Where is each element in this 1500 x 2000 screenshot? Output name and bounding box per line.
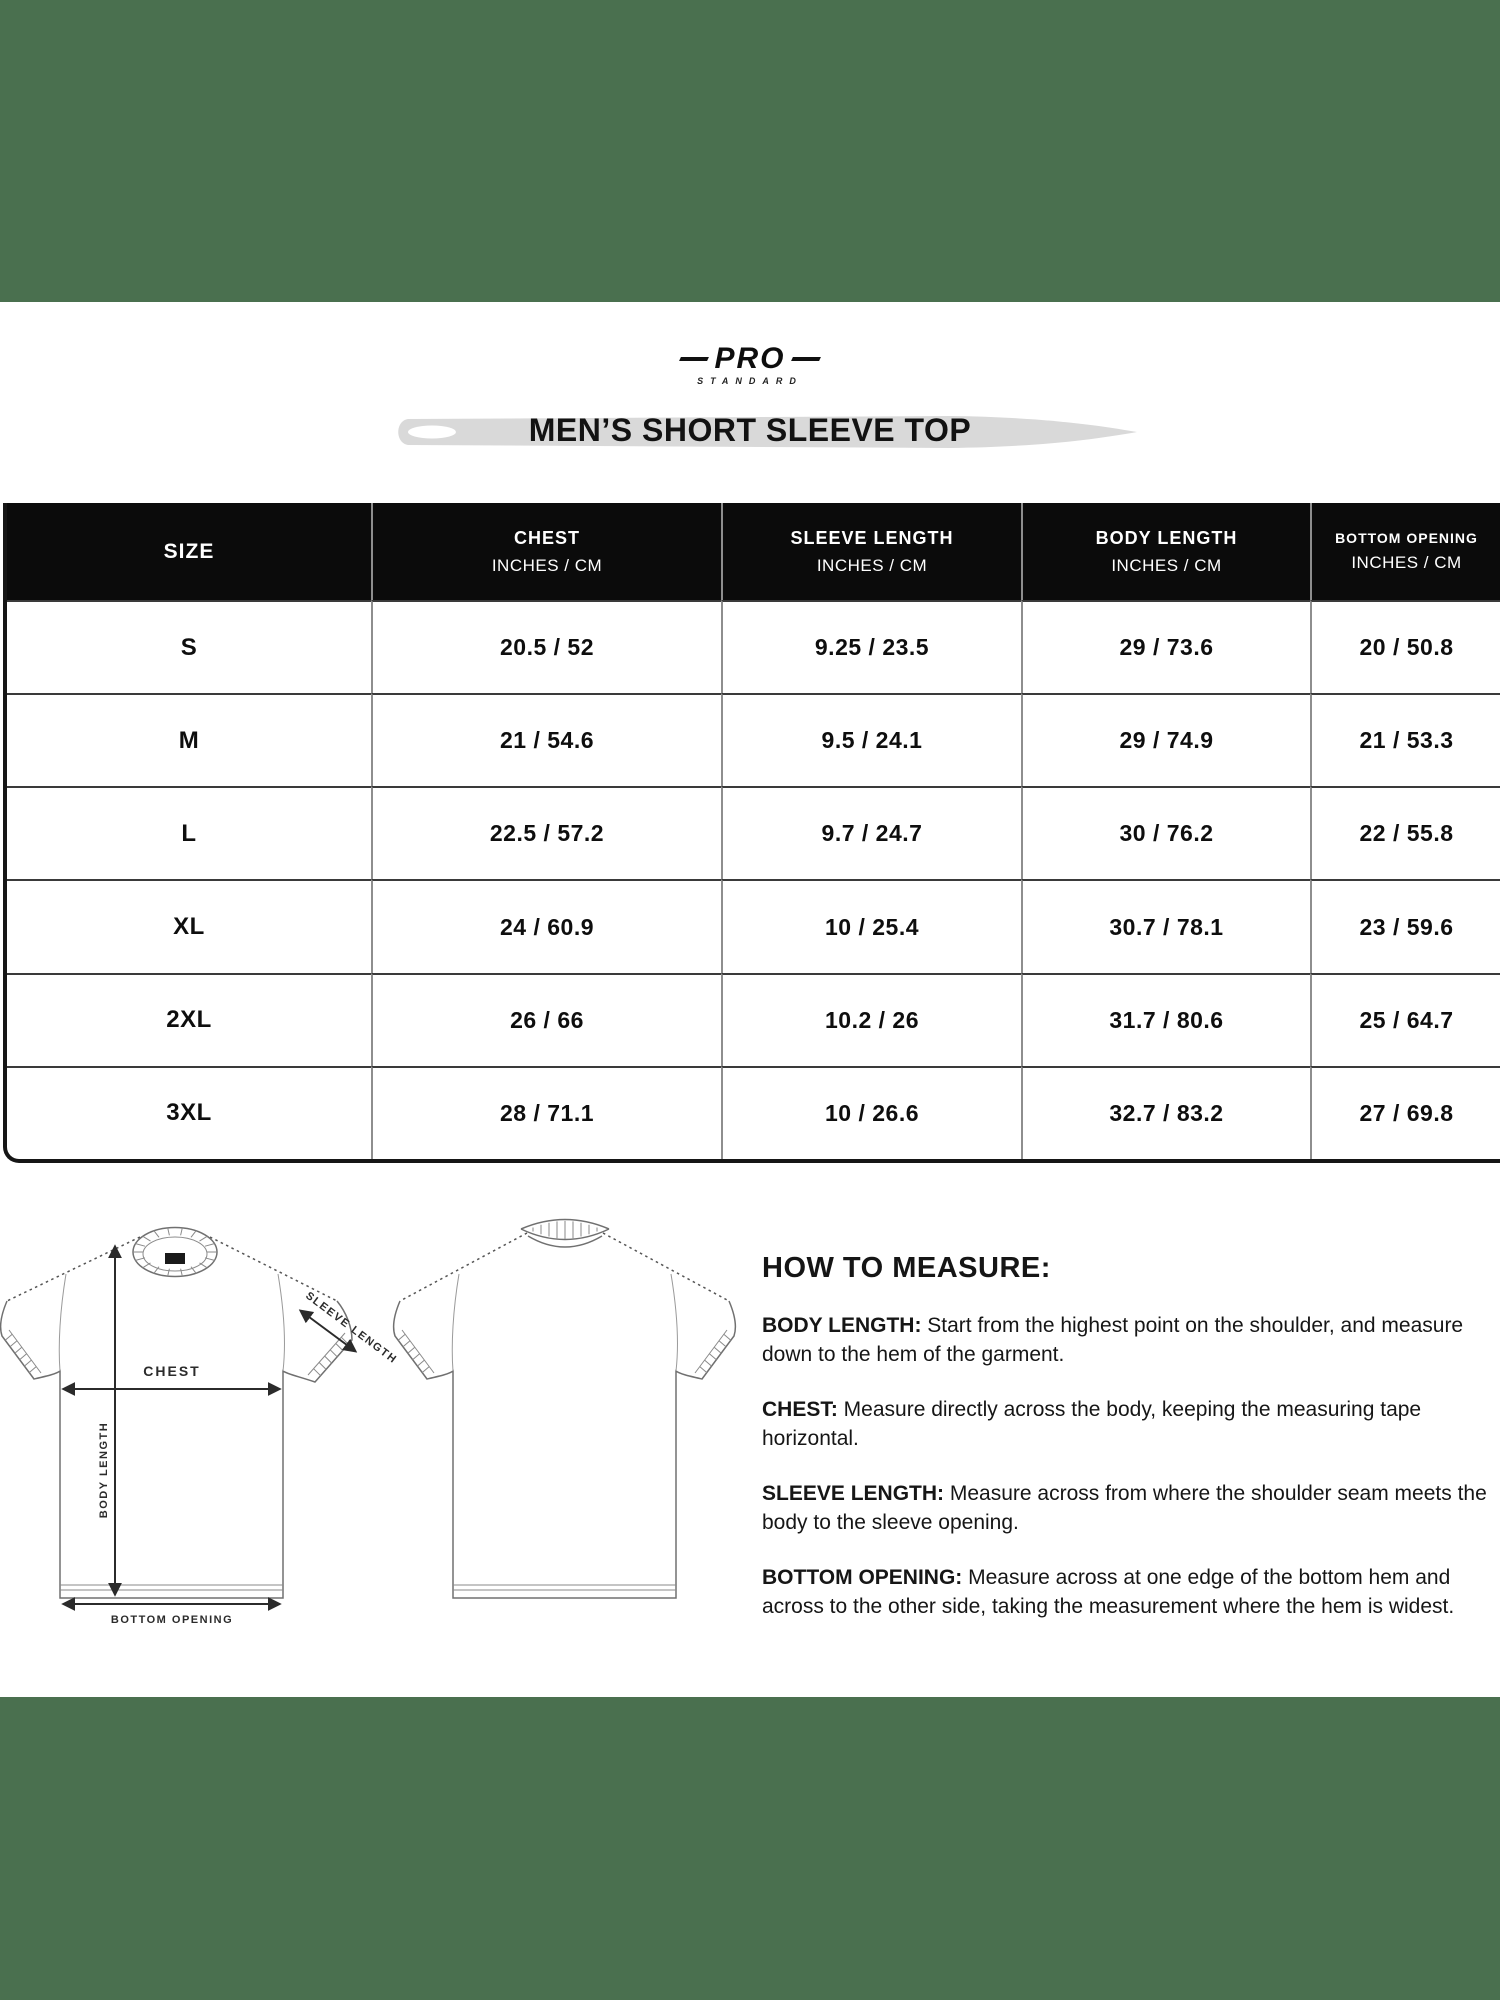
header-sublabel: INCHES / CM <box>491 555 603 575</box>
measure-term: SLEEVE LENGTH: <box>762 1482 945 1505</box>
bottom-opening-diagram-label: BOTTOM OPENING <box>110 1614 234 1626</box>
size-table-wrap <box>3 503 1500 1163</box>
value-cell: 10 / 25.4 <box>721 879 1021 972</box>
size-cell: XL <box>7 879 371 972</box>
measure-term: BOTTOM OPENING: <box>762 1566 963 1589</box>
header-cell <box>7 503 371 600</box>
size-cell: S <box>7 600 371 693</box>
value-cell: 24 / 60.9 <box>371 879 721 972</box>
sleeve-length-diagram-label: SLEEVE LENGTH <box>303 1289 400 1367</box>
value-cell: 23 / 59.6 <box>1310 879 1500 972</box>
value-cell: 9.5 / 24.1 <box>721 693 1021 786</box>
back-shirt-outline <box>394 1220 736 1599</box>
value-cell: 9.7 / 24.7 <box>721 786 1021 879</box>
how-to-measure-heading: HOW TO MEASURE: <box>762 1252 1051 1284</box>
header-label: SLEEVE LENGTH <box>790 527 954 548</box>
front-shirt-outline <box>1 1228 352 1599</box>
measure-text: Measure across at one edge of the bottom hem and across to the other side, taking the measurement where the hem is widest. <box>762 1566 1455 1618</box>
size-table <box>7 503 1500 1159</box>
neck-label <box>165 1253 185 1264</box>
value-cell: 22.5 / 57.2 <box>371 786 721 879</box>
size-cell: M <box>7 693 371 786</box>
bottom-green-band <box>0 1697 1500 2000</box>
measure-term: BODY LENGTH: <box>762 1314 922 1337</box>
chest-diagram-label: CHEST <box>143 1363 201 1379</box>
header-cell <box>1021 503 1310 600</box>
how-to-measure-section <box>762 1252 1496 1647</box>
header-label: CHEST <box>513 527 580 548</box>
brand-subname: STANDARD <box>697 376 803 386</box>
size-cell: 3XL <box>7 1066 371 1159</box>
value-cell: 20 / 50.8 <box>1310 600 1500 693</box>
value-cell: 20.5 / 52 <box>371 600 721 693</box>
value-cell: 30.7 / 78.1 <box>1021 879 1310 972</box>
header-sublabel: INCHES / CM <box>1351 553 1462 572</box>
header-label: BODY LENGTH <box>1095 527 1238 548</box>
logo-speed-line-right <box>791 357 821 361</box>
top-green-band <box>0 0 1500 302</box>
value-cell: 10 / 26.6 <box>721 1066 1021 1159</box>
value-cell: 29 / 74.9 <box>1021 693 1310 786</box>
value-cell: 27 / 69.8 <box>1310 1066 1500 1159</box>
tshirt-diagram <box>0 1190 780 1665</box>
size-cell: L <box>7 786 371 879</box>
value-cell: 26 / 66 <box>371 973 721 1066</box>
size-cell: 2XL <box>7 973 371 1066</box>
measure-item-sleeve-length <box>762 1479 1496 1537</box>
value-cell: 30 / 76.2 <box>1021 786 1310 879</box>
header-cell <box>721 503 1021 600</box>
header-cell <box>1310 503 1500 600</box>
value-cell: 10.2 / 26 <box>721 973 1021 1066</box>
value-cell: 29 / 73.6 <box>1021 600 1310 693</box>
measure-item-chest <box>762 1395 1496 1453</box>
header-sublabel: INCHES / CM <box>1111 555 1222 575</box>
header-cell <box>371 503 721 600</box>
measure-item-body-length <box>762 1311 1496 1369</box>
value-cell: 21 / 53.3 <box>1310 693 1500 786</box>
body-length-diagram-label: BODY LENGTH <box>98 1421 110 1519</box>
value-cell: 22 / 55.8 <box>1310 786 1500 879</box>
header-label: SIZE <box>163 539 215 563</box>
logo-speed-line-left <box>680 357 710 361</box>
value-cell: 31.7 / 80.6 <box>1021 973 1310 1066</box>
header-label: BOTTOM OPENING <box>1335 530 1478 546</box>
value-cell: 9.25 / 23.5 <box>721 600 1021 693</box>
value-cell: 32.7 / 83.2 <box>1021 1066 1310 1159</box>
page-title: MEN’S SHORT SLEEVE TOP <box>528 412 972 448</box>
measure-term: CHEST: <box>762 1398 838 1421</box>
value-cell: 28 / 71.1 <box>371 1066 721 1159</box>
header-sublabel: INCHES / CM <box>816 555 928 575</box>
brand-name: PRO <box>714 342 786 375</box>
measure-text: Measure directly across the body, keeping the measuring tape horizontal. <box>762 1398 1422 1450</box>
measure-text: Measure across from where the shoulder seam meets the body to the sleeve opening. <box>762 1482 1487 1534</box>
measure-item-bottom-opening <box>762 1563 1496 1621</box>
measure-text: Start from the highest point on the shoulder, and measure down to the hem of the garment. <box>762 1314 1464 1366</box>
value-cell: 25 / 64.7 <box>1310 973 1500 1066</box>
brand-logo <box>0 344 1500 386</box>
value-cell: 21 / 54.6 <box>371 693 721 786</box>
